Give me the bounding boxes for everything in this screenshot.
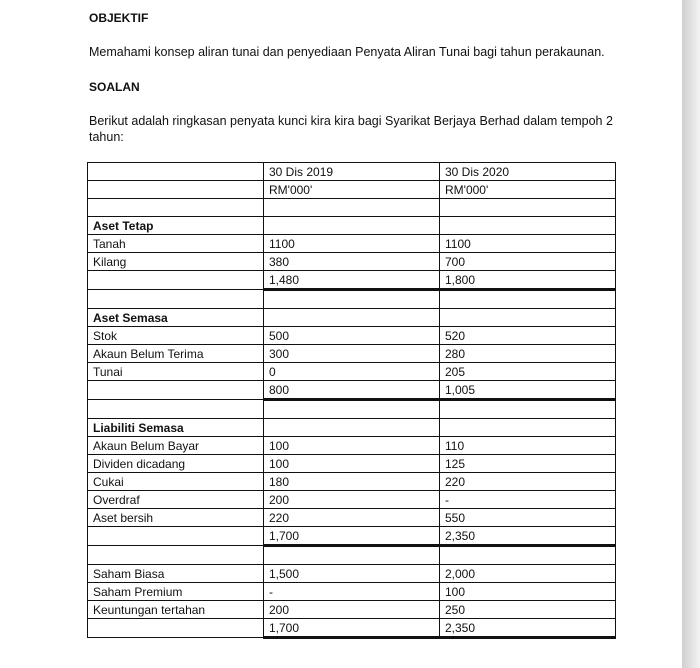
row-value-2019: [264, 546, 440, 565]
row-label: Akaun Belum Bayar: [88, 437, 264, 455]
row-label: [88, 271, 264, 290]
row-value-2020: [440, 309, 616, 327]
row-label: [88, 381, 264, 400]
row-value-2019: 500: [264, 327, 440, 345]
table-row: [88, 546, 616, 565]
row-label: Aset bersih: [88, 509, 264, 527]
row-label: Aset Semasa: [88, 309, 264, 327]
row-label: [88, 290, 264, 309]
table-row: [88, 455, 616, 473]
row-value-2020: 520: [440, 327, 616, 345]
question-text: Berikut adalah ringkasan penyata kunci kira kira bagi Syarikat Berjaya Berhad dalam tempoh 2 tahun:: [89, 114, 613, 144]
row-value-2019: 1100: [264, 235, 440, 253]
row-label: Akaun Belum Terima: [88, 345, 264, 363]
row-value-2019: 1,500: [264, 565, 440, 583]
row-value-2020: 1,800: [440, 271, 616, 290]
row-value-2020: 280: [440, 345, 616, 363]
row-value-2020: 100: [440, 583, 616, 601]
row-value-2020: 2,000: [440, 565, 616, 583]
row-value-2019: [264, 217, 440, 235]
table-row: [88, 619, 616, 638]
row-value-2019: 100: [264, 437, 440, 455]
row-label: [88, 527, 264, 546]
row-value-2019: 380: [264, 253, 440, 271]
col2-unit: RM'000': [440, 181, 616, 199]
row-value-2019: 100: [264, 455, 440, 473]
row-value-2020: 220: [440, 473, 616, 491]
row-label: Saham Biasa: [88, 565, 264, 583]
row-value-2019: 1,700: [264, 527, 440, 546]
table-row: [88, 601, 616, 619]
row-label: [88, 400, 264, 419]
row-label: Kilang: [88, 253, 264, 271]
table-row: [88, 400, 616, 419]
col2-year: 30 Dis 2020: [440, 163, 616, 181]
row-value-2019: 200: [264, 601, 440, 619]
balance-sheet-table: [87, 162, 616, 639]
row-value-2020: 2,350: [440, 527, 616, 546]
row-value-2019: [264, 400, 440, 419]
table-row: [88, 271, 616, 290]
objective-heading: OBJEKTIF: [89, 11, 149, 25]
row-value-2019: 800: [264, 381, 440, 400]
row-label: Liabiliti Semasa: [88, 419, 264, 437]
col1-year: 30 Dis 2019: [264, 163, 440, 181]
spacer-row: [88, 199, 616, 217]
header-blank-cell: [88, 163, 264, 181]
row-label: Tunai: [88, 363, 264, 381]
objective-text: Memahami konsep aliran tunai dan penyediaan Penyata Aliran Tunai bagi tahun perakaunan.: [89, 45, 605, 59]
row-value-2019: -: [264, 583, 440, 601]
row-label: Keuntungan tertahan: [88, 601, 264, 619]
header-row-unit: [88, 181, 616, 199]
row-value-2020: 700: [440, 253, 616, 271]
row-value-2020: 1,005: [440, 381, 616, 400]
row-value-2020: [440, 290, 616, 309]
row-value-2019: 300: [264, 345, 440, 363]
row-label: Saham Premium: [88, 583, 264, 601]
row-label: Overdraf: [88, 491, 264, 509]
row-value-2020: [440, 217, 616, 235]
table-row: [88, 527, 616, 546]
row-label: [88, 546, 264, 565]
table-row: [88, 583, 616, 601]
row-label: [88, 619, 264, 638]
row-value-2019: 1,700: [264, 619, 440, 638]
table-row: [88, 509, 616, 527]
table-row: [88, 309, 616, 327]
table-row: [88, 565, 616, 583]
row-value-2019: 220: [264, 509, 440, 527]
row-value-2019: 1,480: [264, 271, 440, 290]
row-value-2020: 1100: [440, 235, 616, 253]
row-value-2020: 2,350: [440, 619, 616, 638]
table-row: [88, 491, 616, 509]
row-value-2019: 200: [264, 491, 440, 509]
table-row: [88, 217, 616, 235]
row-value-2019: 0: [264, 363, 440, 381]
table-row: [88, 253, 616, 271]
table-row: [88, 473, 616, 491]
table-row: [88, 290, 616, 309]
row-value-2020: -: [440, 491, 616, 509]
table-row: [88, 381, 616, 400]
row-value-2020: 250: [440, 601, 616, 619]
row-value-2019: [264, 419, 440, 437]
row-label: Dividen dicadang: [88, 455, 264, 473]
row-value-2019: [264, 290, 440, 309]
row-value-2020: [440, 546, 616, 565]
row-value-2020: [440, 400, 616, 419]
table-row: [88, 363, 616, 381]
row-value-2019: 180: [264, 473, 440, 491]
question-heading: SOALAN: [89, 80, 140, 94]
header-blank-cell: [88, 181, 264, 199]
row-label: Tanah: [88, 235, 264, 253]
table-row: [88, 345, 616, 363]
page-edge-shadow: [682, 0, 700, 668]
row-label: Cukai: [88, 473, 264, 491]
row-value-2020: 550: [440, 509, 616, 527]
row-value-2019: [264, 309, 440, 327]
row-value-2020: 125: [440, 455, 616, 473]
row-value-2020: 110: [440, 437, 616, 455]
header-row-year: [88, 163, 616, 181]
table-row: [88, 419, 616, 437]
col1-unit: RM'000': [264, 181, 440, 199]
row-value-2020: 205: [440, 363, 616, 381]
row-label: Stok: [88, 327, 264, 345]
row-label: Aset Tetap: [88, 217, 264, 235]
table-row: [88, 235, 616, 253]
row-value-2020: [440, 419, 616, 437]
table-row: [88, 327, 616, 345]
table-row: [88, 437, 616, 455]
